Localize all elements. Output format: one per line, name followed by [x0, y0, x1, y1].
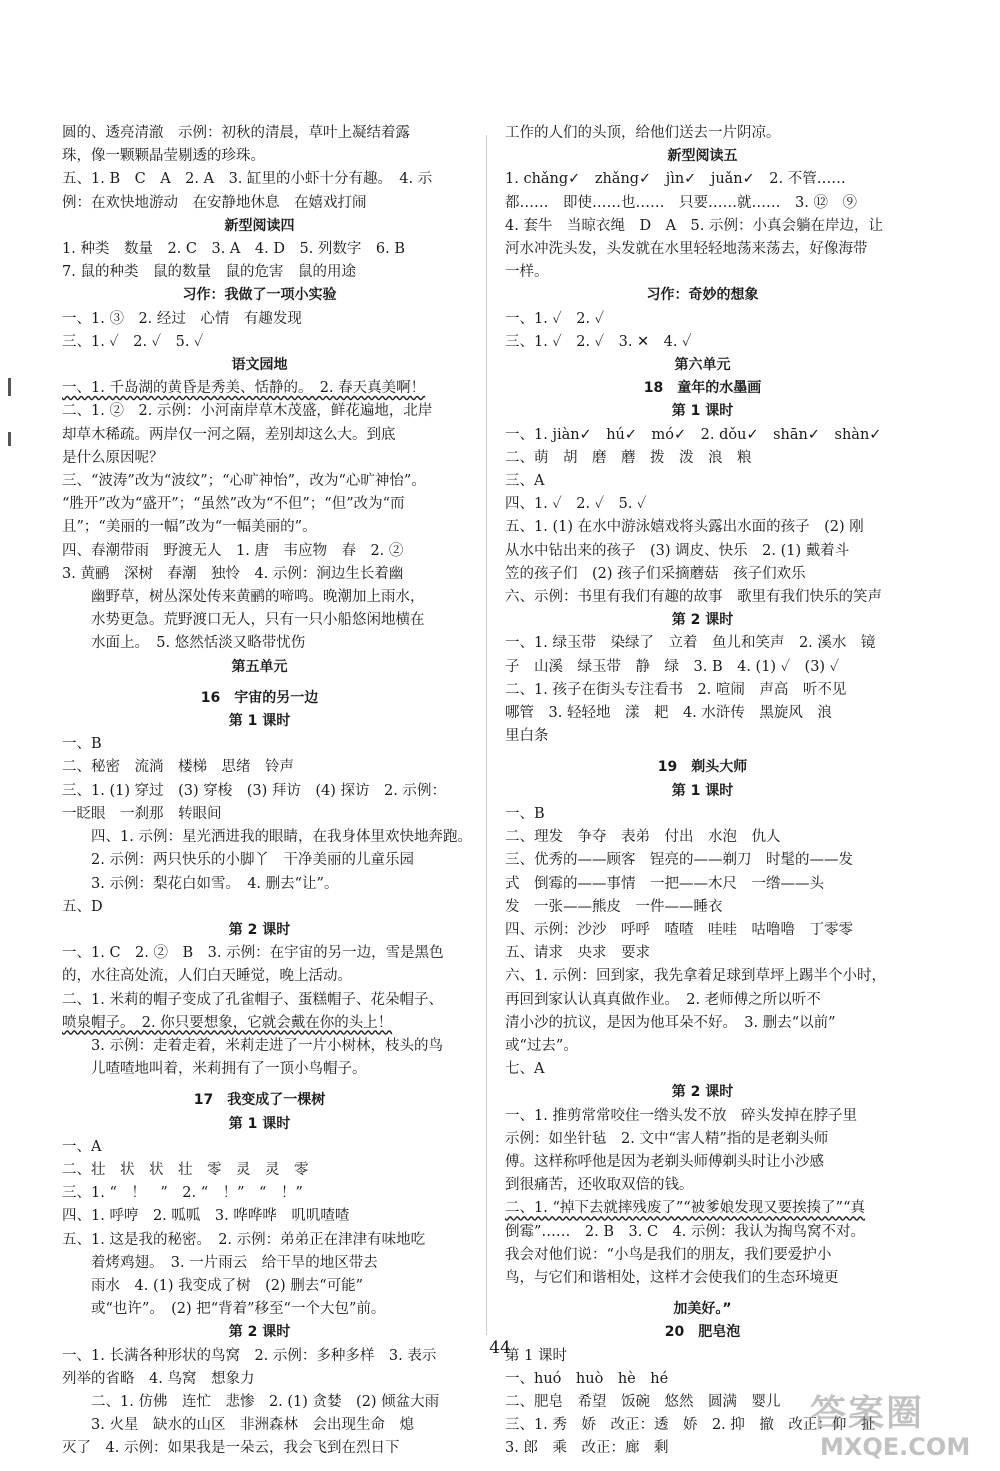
- answer-line: 二、1. 仿佛 连忙 悲惨 2. (1) 贪婪 (2) 倾盆大雨: [91, 1393, 440, 1410]
- answer-line: 喷泉帽子。 2. 你只要想象，它就会戴在你的头上！: [62, 1014, 393, 1031]
- answer-line: 3. 黄鹂 深树 春潮 独怜 4. 示例：涧边生长着幽: [62, 565, 404, 582]
- answer-line: 3. 火星 缺水的山区 非洲森林 会出现生命 熄: [91, 1417, 414, 1434]
- section-heading: 17 我变成了一棵树: [193, 1092, 326, 1109]
- answer-line: 二、壮 状 状 壮 零 灵 灵 零: [62, 1161, 309, 1178]
- answer-line: 例：在欢快地游动 在安静地休息 在嬉戏打闹: [62, 194, 367, 211]
- answer-line: 都…… 即使……也…… 只要……就…… 3. ⑫ ⑨: [505, 194, 857, 211]
- answer-line: 一眨眼 一刹那 转眼间: [62, 805, 222, 822]
- section-heading: 第 1 课时: [671, 782, 734, 799]
- answer-line: 二、1. “掉下去就摔残废了”“被爹娘发现又要挨揍了”“真: [505, 1200, 866, 1217]
- section-heading: 新型阅读五: [667, 148, 738, 165]
- section-heading: 20 肥皂泡: [664, 1324, 741, 1341]
- answer-line: 三、1. (1) 穿过 (3) 穿梭 (3) 拜访 (4) 探访 2. 示例：: [62, 782, 446, 799]
- section-heading: 习作：我做了一项小实验: [182, 287, 337, 304]
- answer-line: 六、1. 示例：回到家，我先拿着足球到草坪上踢半个小时，: [505, 968, 886, 985]
- answer-line: 是什么原因呢？: [62, 449, 164, 466]
- right-column: [505, 122, 900, 1461]
- section-heading: 第六单元: [674, 357, 731, 374]
- answer-line: 鸟，与它们和谐相处，这样才会使我们的生态环境更: [505, 1269, 839, 1286]
- answer-line: 一、1. 长满各种形状的鸟窝 2. 示例：多种多样 3. 表示: [62, 1347, 437, 1364]
- section-heading: 第五单元: [231, 658, 288, 675]
- answer-line: 的，水往高处流，人们白天睡觉，晚上活动。: [62, 968, 352, 985]
- watermark-top-text: 答案圈: [810, 1393, 925, 1434]
- section-heading: 加美好。”: [673, 1301, 732, 1318]
- answer-line: 再回到家认认真真做作业。 2. 老师傅之所以听不: [505, 991, 821, 1008]
- answer-line: 3. 示例：梨花白如雪。 4. 删去“让”。: [91, 875, 339, 892]
- answer-line: 三、A: [505, 473, 545, 490]
- answer-line: 圆的、透亮清澈 示例：初秋的清晨，草叶上凝结着露: [62, 125, 410, 141]
- answer-line: 一、1. 千岛湖的黄昏是秀美、恬静的。 2. 春天真美啊！: [62, 380, 426, 397]
- answer-line: 里白条: [505, 728, 549, 745]
- answer-line: 二、1. ② 2. 示例：小河南岸草木茂盛，鲜花遍地，北岸: [62, 403, 433, 420]
- answer-line: 二、萌 胡 磨 蘑 拨 泼 浪 粮: [505, 449, 752, 466]
- section-heading: 习作：奇妙的想象: [646, 287, 759, 304]
- section-heading: 新型阅读四: [224, 217, 295, 234]
- section-heading: 第 2 课时: [228, 1324, 291, 1341]
- answer-line: 四、1. ✓ 2. ✓ 5. ✓: [505, 496, 647, 513]
- answer-line: 式 倒霉的——事情 一把——木尺 一绺——头: [505, 875, 824, 892]
- answer-line: 列举的省略 4. 鸟窝 想象力: [62, 1370, 255, 1387]
- answer-line: 一、huó huò hè hé: [505, 1370, 669, 1387]
- answer-line: 四、1. 呼哼 2. 呱呱 3. 哗哗哗 叽叽喳喳: [62, 1208, 350, 1225]
- answer-line: 一、1. 绿玉带 染绿了 立着 鱼儿和笑声 2. 溪水 镜: [505, 635, 876, 652]
- scan-edge-mark: [8, 432, 11, 446]
- answer-line: 发 一张——熊皮 一件——睡衣: [505, 898, 723, 915]
- answer-line: 4. 套牛 当晾衣绳 D A 5. 示例：小真会躺在岸边，让: [505, 217, 883, 234]
- answer-line: 灭了 4. 示例：如果我是一朵云，我会飞到在烈日下: [62, 1440, 400, 1457]
- answer-line: 三、1. ✓ 2. ✓ 5. ✓: [62, 333, 204, 350]
- answer-line: 我会对他们说：“小鸟是我们的朋友，我们要爱护小: [505, 1246, 832, 1263]
- answer-line: 且”；“美丽的一幅”改为“一幅美丽的”。: [62, 519, 317, 536]
- answer-line: 儿喳喳地叫着，米莉拥有了一顶小鸟帽子。: [91, 1061, 367, 1078]
- section-heading: 语文园地: [231, 357, 288, 374]
- answer-line: 水面上。 5. 悠然恬淡又略带忧伤: [91, 635, 306, 652]
- answer-line: 第 1 课时: [505, 1347, 567, 1364]
- section-heading: 第 1 课时: [228, 713, 291, 730]
- section-heading: 第 2 课时: [671, 1084, 734, 1101]
- answer-line: 示例：如坐针毡 2. 文中“害人精”指的是老剃头师: [505, 1130, 829, 1147]
- section-heading: 第 1 课时: [671, 403, 734, 420]
- answer-line: 二、肥皂 希望 饭碗 悠然 圆满 婴儿: [505, 1393, 781, 1410]
- answer-line: 一、A: [62, 1138, 102, 1155]
- answer-line: 或“过去”。: [505, 1037, 578, 1054]
- answer-line: 一、1. C 2. ② B 3. 示例：在宇宙的另一边，雪是黑色: [62, 945, 444, 962]
- answer-line: 傅。这样称呼他是因为老剃头师傅剃头时让小沙感: [505, 1153, 824, 1170]
- answer-line: 一、B: [505, 805, 545, 822]
- answer-line: 二、秘密 流淌 楼梯 思绪 铃声: [62, 759, 294, 776]
- section-heading: 第 2 课时: [228, 921, 291, 938]
- answer-line: 清小沙的抗议，是因为他耳朵不好。 3. 删去“以前”: [505, 1014, 836, 1031]
- answer-line: 三、1. 秀 娇 改正：透 娇 2. 抑 撤 改正：仰 扯: [505, 1417, 876, 1434]
- answer-line: 七、A: [505, 1061, 545, 1078]
- answer-line: 一、1. ③ 2. 经过 心情 有趣发现: [62, 310, 302, 327]
- answer-line: 三、1. ✓ 2. ✓ 3. ✕ 4. ✓: [505, 333, 692, 350]
- answer-line: 四、示例：沙沙 呼呼 喳喳 哇哇 咕噜噜 丁零零: [505, 921, 853, 938]
- answer-line: 一、B: [62, 736, 102, 753]
- answer-line: 四、1. 示例：星光洒进我的眼睛，在我身体里欢快地奔跑。: [91, 829, 472, 846]
- section-heading: 19 剃头大师: [657, 759, 748, 776]
- answer-line: 7. 鼠的种类 鼠的数量 鼠的危害 鼠的用途: [62, 264, 356, 281]
- answer-line: 一、1. jiàn✓ hú✓ mó✓ 2. dǒu✓ shān✓ shàn✓: [505, 426, 882, 443]
- answer-line: 1. chǎng✓ zhǎng✓ jìn✓ juǎn✓ 2. 不管……: [505, 171, 846, 188]
- answer-line: 幽野草，树丛深处传来黄鹂的啼鸣。晚潮加上雨水，: [91, 589, 425, 606]
- answer-line: 水势更急。荒野渡口无人，只有一只小船悠闲地横在: [91, 612, 425, 629]
- answer-line: 到很痛苦，还收取双倍的钱。: [505, 1177, 694, 1194]
- answer-line: 工作的人们的头顶，给他们送去一片阴凉。: [505, 125, 781, 141]
- answer-line: 六、示例：书里有我们有趣的故事 歌里有我们快乐的笑声: [505, 589, 882, 606]
- answer-line: 三、1. “ ！ ” 2. “ ！” “ ！”: [62, 1185, 303, 1202]
- answer-line: 三、优秀的——顾客 锃亮的——剃刀 时髦的——发: [505, 852, 853, 869]
- answer-line: 倒霉”…… 2. B 3. C 4. 示例：我认为掏鸟窝不对。: [505, 1223, 865, 1240]
- answer-line: 五、1. 这是我的秘密。 2. 示例：弟弟正在津津有味地吃: [62, 1231, 426, 1248]
- answer-line: 五、D: [62, 898, 103, 915]
- section-heading: 第 2 课时: [671, 612, 734, 629]
- page-number: 44: [489, 1338, 511, 1358]
- section-heading: 18 童年的水墨画: [643, 380, 762, 397]
- answer-line: 二、1. 孩子在街头专注看书 2. 喧闹 声高 听不见: [505, 681, 847, 698]
- column-divider: [486, 135, 487, 1335]
- answer-line: 着烤鸡翅。 3. 一片雨云 给干旱的地区带去: [91, 1254, 378, 1271]
- left-column: [62, 122, 472, 1461]
- answer-line: 一、1. 推剪常常咬住一绺头发不放 碎头发掉在脖子里: [505, 1107, 857, 1124]
- answer-line: 五、1. (1) 在水中游泳嬉戏将头露出水面的孩子 (2) 刚: [505, 519, 864, 536]
- answer-line: 从水中钻出来的孩子 (3) 调皮、快乐 2. (1) 戴着斗: [505, 542, 850, 559]
- answer-line: 2. 示例：两只快乐的小脚丫 干净美丽的儿童乐园: [91, 852, 414, 869]
- answer-line: 1. 种类 数量 2. C 3. A 4. D 5. 列数字 6. B: [62, 241, 406, 258]
- watermark-bottom-text: MXQE.COM: [820, 1433, 971, 1461]
- answer-line: 3. 郎 乘 改正：廊 剩: [505, 1440, 669, 1457]
- answer-line: 五、1. B C A 2. A 3. 缸里的小虾十分有趣。 4. 示: [62, 171, 433, 188]
- answer-line: 二、理发 争夺 表弟 付出 水泡 仇人: [505, 829, 781, 846]
- answer-line: 五、请求 央求 要求: [505, 945, 650, 962]
- answer-line: 珠，像一颗颗晶莹剔透的珍珠。: [62, 148, 265, 165]
- section-heading: 第 1 课时: [228, 1115, 291, 1132]
- answer-line: 河水冲洗头发，头发就在水里轻轻地荡来荡去，好像海带: [505, 241, 868, 258]
- answer-line: 或“也许”。 (2) 把“背着”移至“一个大包”前。: [91, 1301, 386, 1318]
- answer-line: 三、“波涛”改为“波纹”；“心旷神怡”，改为“心旷神怡”。: [62, 473, 426, 490]
- answer-line: 二、1. 米莉的帽子变成了孔雀帽子、蛋糕帽子、花朵帽子、: [62, 991, 443, 1008]
- answer-line: 哪管 3. 轻轻地 漾 耙 4. 水浒传 黑旋风 浪: [505, 705, 832, 722]
- answer-line: 一、1. ✓ 2. ✓: [505, 310, 605, 327]
- answer-line: 子 山溪 绿玉带 静 绿 3. B 4. (1) ✓ (3) ✓: [505, 658, 840, 675]
- watermark-logo: [800, 1385, 990, 1465]
- answer-line: 四、春潮带雨 野渡无人 1. 唐 韦应物 春 2. ②: [62, 542, 404, 559]
- answer-line: 却草木稀疏。两岸仅一河之隔，差别却这么大。到底: [62, 426, 396, 443]
- answer-line: “胜开”改为“盛开”；“虽然”改为“不但”；“但”改为“而: [62, 496, 405, 513]
- answer-line: 3. 示例：走着走着，米莉走进了一片小树林，枝头的鸟: [91, 1037, 443, 1054]
- answer-line: 雨水 4. (1) 我变成了树 (2) 删去“可能”: [91, 1277, 364, 1294]
- section-heading: 16 宇宙的另一边: [200, 689, 319, 706]
- scan-edge-mark: [8, 378, 11, 396]
- answer-line: 一样。: [505, 264, 549, 281]
- answer-line: 笠的孩子们 (2) 孩子们采摘蘑菇 孩子们欢乐: [505, 565, 806, 582]
